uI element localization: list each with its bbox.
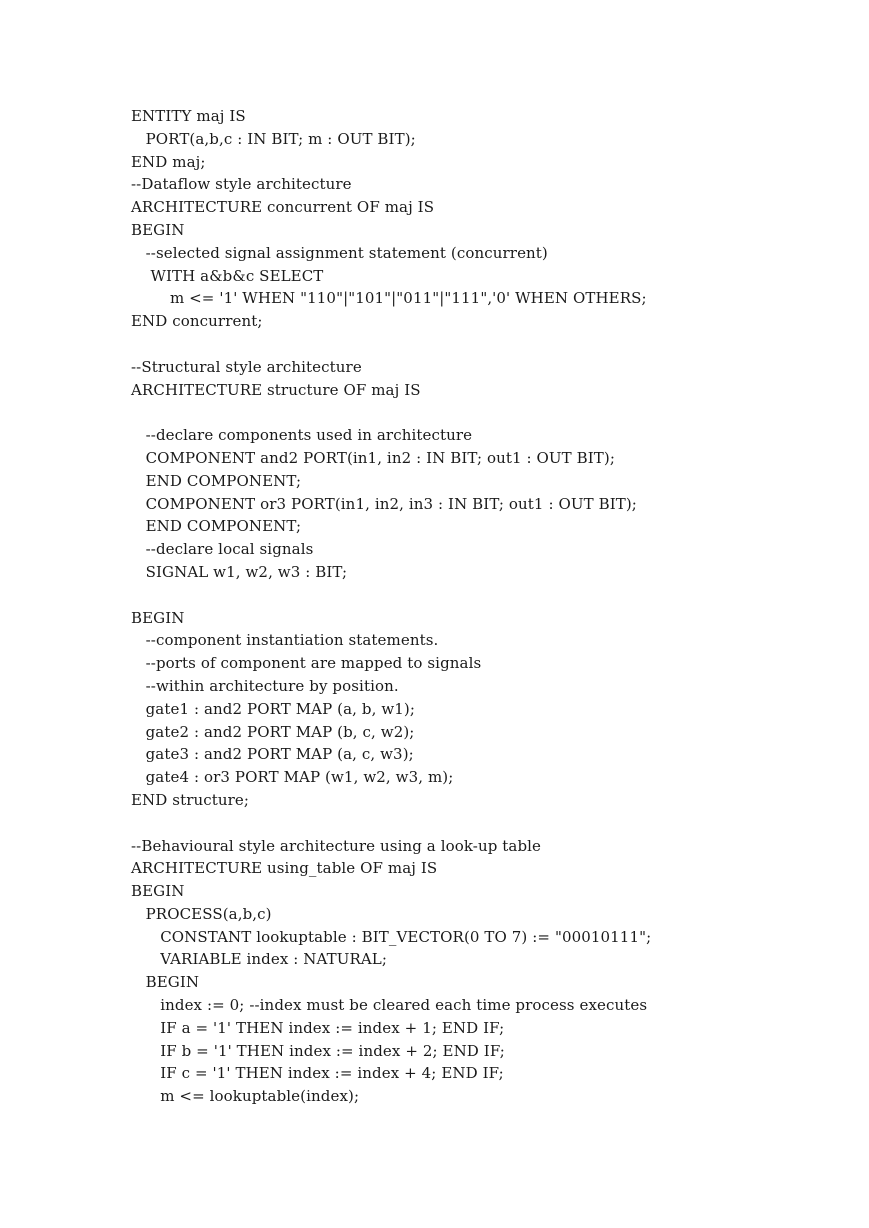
code-line: IF a = '1' THEN index := index + 1; END IF; [131,1018,505,1037]
code-line: COMPONENT or3 PORT(in1, in2, in3 : IN BIT; out1 : OUT BIT); [131,494,637,513]
code-line: --within architecture by position. [131,676,399,695]
code-line: gate3 : and2 PORT MAP (a, c, w3); [131,745,414,764]
code-line: IF b = '1' THEN index := index + 2; END IF; [131,1041,505,1060]
code-line: END maj; [131,152,206,171]
code-line: --declare components used in architecture [131,426,473,445]
code-line: gate2 : and2 PORT MAP (b, c, w2); [131,722,415,741]
code-line [131,584,851,607]
code-line: --ports of component are mapped to signals [131,654,482,673]
code-line: m <= '1' WHEN "110"|"101"|"011"|"111",'0' WHEN OTHERS; [131,289,647,308]
code-line: --Behavioural style architecture using a look-up table [131,836,542,855]
code-line: ENTITY maj IS [131,107,246,125]
code-line: ARCHITECTURE concurrent OF maj IS [131,198,435,217]
code-line [131,333,851,356]
code-line: SIGNAL w1, w2, w3 : BIT; [131,562,348,581]
code-line: BEGIN [131,882,185,901]
code-line: --selected signal assignment statement (concurrent) [131,243,548,262]
code-line: VARIABLE index : NATURAL; [131,950,388,969]
code-line: END COMPONENT; [131,471,302,490]
code-line: ARCHITECTURE structure OF maj IS [131,380,421,399]
code-line: PORT(a,b,c : IN BIT; m : OUT BIT); [131,129,416,148]
code-line: END COMPONENT; [131,517,302,536]
code-line: gate1 : and2 PORT MAP (a, b, w1); [131,699,416,718]
code-page [131,105,851,1108]
code-line [131,401,851,424]
code-line: index := 0; --index must be cleared each time process executes [131,996,648,1015]
code-line: ARCHITECTURE using_table OF maj IS [131,859,438,878]
code-line: COMPONENT and2 PORT(in1, in2 : IN BIT; out1 : OUT BIT); [131,448,616,467]
code-line: PROCESS(a,b,c) [131,904,272,923]
code-line: CONSTANT lookuptable : BIT_VECTOR(0 TO 7) := "00010111"; [131,927,652,946]
code-line: --Dataflow style architecture [131,175,352,194]
code-line: BEGIN [131,220,185,239]
code-line: IF c = '1' THEN index := index + 4; END IF; [131,1064,504,1083]
code-line: BEGIN [131,973,200,992]
code-line: END structure; [131,790,250,809]
code-line: --declare local signals [131,540,314,559]
code-line: --component instantiation statements. [131,631,439,650]
code-line: WITH a&b&c SELECT [131,266,324,285]
code-line: gate4 : or3 PORT MAP (w1, w2, w3, m); [131,768,454,787]
code-line: BEGIN [131,608,185,627]
code-line [131,812,851,835]
code-line: --Structural style architecture [131,357,362,376]
code-line: m <= lookuptable(index); [131,1087,360,1106]
code-line: END concurrent; [131,312,263,331]
